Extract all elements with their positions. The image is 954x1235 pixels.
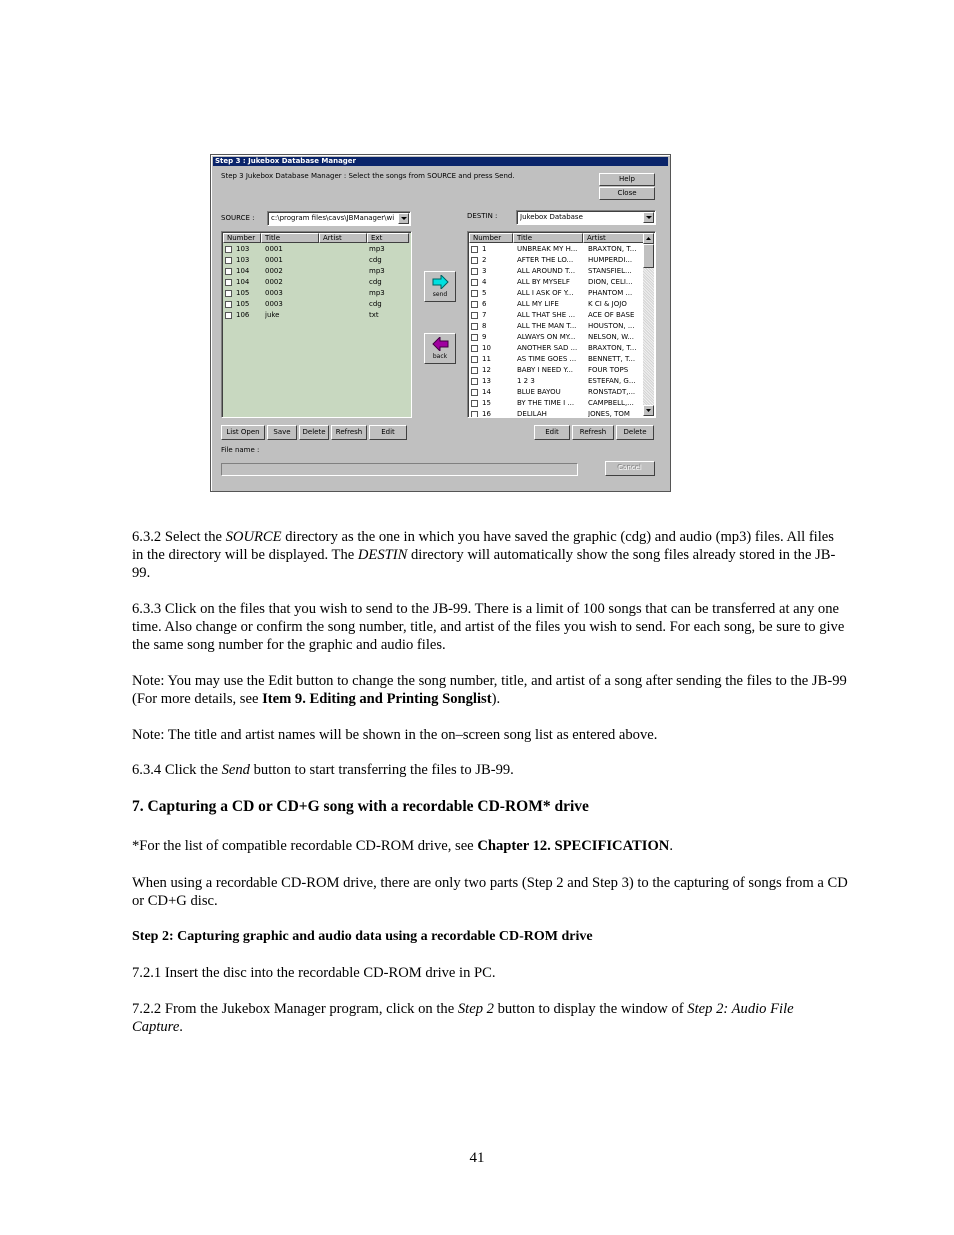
destin-value: Jukebox Database: [520, 213, 583, 221]
column-header-title[interactable]: Title: [261, 233, 319, 243]
destination-cell-number: 16: [482, 410, 491, 418]
destination-cell-title: ALWAYS ON MY...: [517, 333, 576, 341]
row-checkbox[interactable]: [471, 257, 478, 264]
save-button[interactable]: Save: [267, 425, 297, 440]
scrollbar-thumb[interactable]: [643, 244, 654, 268]
cancel-button[interactable]: Cancel: [605, 461, 655, 476]
source-cell-number: 105: [236, 300, 250, 308]
destination-cell-title: ALL THE MAN T...: [517, 322, 577, 330]
destination-cell-title: ALL I ASK OF Y...: [517, 289, 574, 297]
row-checkbox[interactable]: [471, 312, 478, 319]
column-header-artist[interactable]: Artist: [319, 233, 367, 243]
column-header-ext[interactable]: Ext: [367, 233, 409, 243]
destination-cell-title: BY THE TIME I ...: [517, 399, 575, 407]
window-title-bar: Step 3 : Jukebox Database Manager: [213, 157, 668, 166]
row-checkbox[interactable]: [471, 389, 478, 396]
destination-cell-title: UNBREAK MY H...: [517, 245, 578, 253]
destination-cell-number: 4: [482, 278, 487, 286]
destination-cell-title: DELILAH: [517, 410, 547, 418]
destination-cell-number: 6: [482, 300, 487, 308]
destination-cell-title: 1 2 3: [517, 377, 535, 385]
destination-cell-artist: ESTEFAN, G...: [588, 377, 636, 385]
instruction-text: Step 3 Jukebox Database Manager : Select the songs from SOURCE and press Send.: [221, 172, 515, 180]
destin-select[interactable]: [516, 210, 656, 225]
source-cell-title: 0001: [265, 245, 283, 253]
row-checkbox[interactable]: [471, 323, 478, 330]
source-cell-number: 104: [236, 267, 250, 275]
destination-cell-artist: HOUSTON, ...: [588, 322, 635, 330]
destination-cell-artist: BRAXTON, T...: [588, 245, 637, 253]
source-directory-select[interactable]: [267, 211, 411, 226]
destination-cell-artist: K CI & JOJO: [588, 300, 627, 308]
row-checkbox[interactable]: [471, 268, 478, 275]
scroll-down-arrow-icon[interactable]: [643, 405, 654, 416]
destination-cell-title: ALL BY MYSELF: [517, 278, 570, 286]
source-label: SOURCE :: [221, 214, 255, 222]
destination-cell-artist: STANSFIEL...: [588, 267, 632, 275]
source-file-list[interactable]: [221, 231, 412, 418]
destination-cell-number: 8: [482, 322, 487, 330]
arrow-right-icon: [432, 275, 449, 289]
source-cell-ext: mp3: [369, 267, 385, 275]
row-checkbox[interactable]: [225, 290, 232, 297]
destination-cell-number: 7: [482, 311, 487, 319]
row-checkbox[interactable]: [471, 367, 478, 374]
column-header-number[interactable]: Number: [223, 233, 261, 243]
source-cell-ext: txt: [369, 311, 379, 319]
section-7-heading: 7. Capturing a CD or CD+G song with a recordable CD-ROM* drive: [132, 798, 589, 815]
send-button[interactable]: [424, 271, 456, 302]
destination-cell-number: 3: [482, 267, 487, 275]
source-cell-ext: cdg: [369, 278, 382, 286]
source-cell-ext: cdg: [369, 300, 382, 308]
destination-cell-title: AS TIME GOES ...: [517, 355, 577, 363]
source-cell-number: 103: [236, 245, 250, 253]
source-cell-title: 0003: [265, 289, 283, 297]
source-cell-number: 106: [236, 311, 250, 319]
destination-cell-artist: RONSTADT,...: [588, 388, 636, 396]
source-cell-number: 103: [236, 256, 250, 264]
column-header-number[interactable]: Number: [469, 233, 513, 243]
destination-cell-artist: DION, CELI...: [588, 278, 633, 286]
row-checkbox[interactable]: [225, 257, 232, 264]
source-cell-ext: mp3: [369, 245, 385, 253]
transfer-progress-bar: [221, 463, 578, 476]
row-checkbox[interactable]: [471, 246, 478, 253]
file-name-label: File name :: [221, 446, 260, 454]
list-open-button[interactable]: List Open: [221, 425, 265, 440]
destination-cell-artist: HUMPERDI...: [588, 256, 633, 264]
dest-delete-button[interactable]: Delete: [616, 425, 654, 440]
destination-cell-number: 15: [482, 399, 491, 407]
paragraph-7-2-2: 7.2.2 From the Jukebox Manager program, click on the Step 2 button to display the window of Step 2: Audio File Capture.: [132, 1001, 794, 1035]
back-button[interactable]: [424, 333, 456, 364]
paragraph-6-3-2: 6.3.2 Select the SOURCE directory as the one in which you have saved the graphic (cdg) and audio (mp3) files. All files in the directory will be displayed. The DESTIN directory will automatically show the song files already stored in the JB-99.: [132, 529, 836, 581]
column-header-artist[interactable]: Artist: [583, 233, 645, 243]
destin-label: DESTIN :: [467, 212, 498, 220]
row-checkbox[interactable]: [471, 400, 478, 407]
destination-cell-number: 2: [482, 256, 487, 264]
source-directory-value: c:\program files\cavs\JBManager\wi: [271, 214, 395, 222]
paragraph-7-2-1: 7.2.1 Insert the disc into the recordable CD-ROM drive in PC.: [132, 965, 496, 981]
destination-song-list[interactable]: [467, 231, 656, 418]
note-edit-button: Note: You may use the Edit button to change the song number, title, and artist of a song after sending the files to the JB-99 (For more details, see Item 9. Editing and Printing Songlist).: [132, 673, 847, 707]
destination-cell-title: ALL MY LIFE: [517, 300, 559, 308]
destination-cell-number: 10: [482, 344, 491, 352]
dest-refresh-button[interactable]: Refresh: [572, 425, 614, 440]
destination-cell-number: 5: [482, 289, 487, 297]
row-checkbox[interactable]: [225, 268, 232, 275]
page-number: 41: [469, 1150, 485, 1166]
row-checkbox[interactable]: [225, 312, 232, 319]
source-cell-ext: mp3: [369, 289, 385, 297]
row-checkbox[interactable]: [471, 290, 478, 297]
source-cell-number: 104: [236, 278, 250, 286]
row-checkbox[interactable]: [471, 301, 478, 308]
row-checkbox[interactable]: [471, 334, 478, 341]
row-checkbox[interactable]: [471, 279, 478, 286]
destination-cell-artist: BENNETT, T...: [588, 355, 636, 363]
destination-cell-title: BLUE BAYOU: [517, 388, 561, 396]
row-checkbox[interactable]: [471, 378, 478, 385]
close-button[interactable]: Close: [599, 187, 655, 200]
destination-list-header: [469, 233, 643, 243]
row-checkbox[interactable]: [471, 345, 478, 352]
row-checkbox[interactable]: [225, 279, 232, 286]
help-button[interactable]: Help: [599, 173, 655, 186]
source-cell-title: 0002: [265, 278, 283, 286]
row-checkbox[interactable]: [225, 246, 232, 253]
source-cell-number: 105: [236, 289, 250, 297]
arrow-left-icon: [432, 337, 449, 351]
destination-cell-number: 12: [482, 366, 491, 374]
chevron-down-icon[interactable]: [643, 212, 654, 223]
destination-cell-artist: NELSON, W...: [588, 333, 634, 341]
column-header-title[interactable]: Title: [513, 233, 583, 243]
footnote-compatible-drives: *For the list of compatible recordable CD-ROM drive, see Chapter 12. SPECIFICATION.: [132, 838, 674, 854]
note-title-artist: Note: The title and artist names will be shown in the on–screen song list as entered above.: [132, 727, 658, 743]
paragraph-6-3-3: 6.3.3 Click on the files that you wish to send to the JB-99. There is a limit of 100 songs that can be transferred at any one time. Also change or confirm the song number, title, and artist of the files you wish to send. For each song, be sure to give the same song number for the graphic and audio files.: [132, 601, 845, 653]
source-list-header: [223, 233, 410, 243]
vertical-scrollbar[interactable]: [643, 233, 654, 416]
destination-cell-artist: PHANTOM ...: [588, 289, 633, 297]
send-button-label: send: [432, 291, 448, 298]
destination-cell-number: 1: [482, 245, 487, 253]
paragraph-recordable-drive: When using a recordable CD-ROM drive, there are only two parts (Step 2 and Step 3) to the capturing of songs from a CD or CD+G disc.: [132, 875, 848, 909]
row-checkbox[interactable]: [225, 301, 232, 308]
destination-cell-title: AFTER THE LO...: [517, 256, 574, 264]
destination-cell-title: ALL THAT SHE ...: [517, 311, 576, 319]
edit-button[interactable]: Edit: [369, 425, 407, 440]
destination-cell-title: ALL AROUND T...: [517, 267, 576, 275]
destination-cell-title: BABY I NEED Y...: [517, 366, 574, 374]
destination-cell-artist: FOUR TOPS: [588, 366, 629, 374]
source-cell-ext: cdg: [369, 256, 382, 264]
scroll-up-arrow-icon[interactable]: [643, 233, 654, 244]
step-2-heading: Step 2: Capturing graphic and audio data using a recordable CD-ROM drive: [132, 929, 593, 944]
destination-cell-number: 9: [482, 333, 487, 341]
destination-cell-number: 11: [482, 355, 491, 363]
chevron-down-icon[interactable]: [398, 213, 409, 224]
destination-cell-title: ANOTHER SAD ...: [517, 344, 578, 352]
delete-button[interactable]: Delete: [299, 425, 329, 440]
paragraph-6-3-4: 6.3.4 Click the Send button to start transferring the files to JB-99.: [132, 762, 514, 778]
destination-cell-artist: JONES, TOM: [588, 410, 630, 418]
destination-cell-artist: CAMPBELL,...: [588, 399, 634, 407]
source-cell-title: 0002: [265, 267, 283, 275]
jukebox-database-manager-window: [210, 154, 671, 492]
row-checkbox[interactable]: [471, 411, 478, 418]
row-checkbox[interactable]: [471, 356, 478, 363]
destination-cell-artist: BRAXTON, T...: [588, 344, 637, 352]
destination-cell-number: 13: [482, 377, 491, 385]
back-button-label: back: [432, 353, 448, 360]
destination-cell-number: 14: [482, 388, 491, 396]
destination-cell-artist: ACE OF BASE: [588, 311, 635, 319]
source-cell-title: juke: [265, 311, 280, 319]
dest-edit-button[interactable]: Edit: [534, 425, 570, 440]
refresh-button[interactable]: Refresh: [331, 425, 367, 440]
source-cell-title: 0001: [265, 256, 283, 264]
source-cell-title: 0003: [265, 300, 283, 308]
